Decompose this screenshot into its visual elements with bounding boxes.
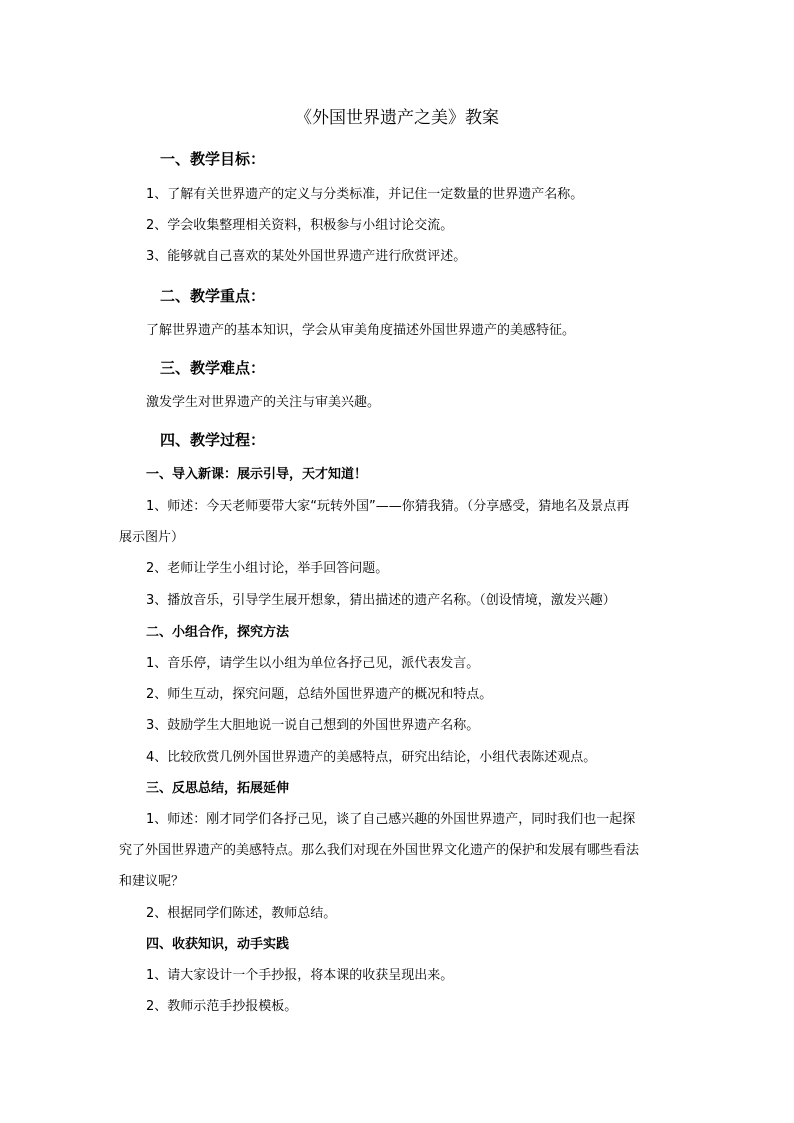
goal-item: 2、学会收集整理相关资料，积极参与小组讨论交流。 <box>146 218 454 233</box>
step1-line: 2、老师让学生小组讨论，举手回答问题。 <box>146 561 389 576</box>
step1-heading: 一、导入新课：展示引导，天才知道！ <box>146 467 368 482</box>
step2-line: 4、比较欣赏几例外国世界遗产的美感特点，研究出结论，小组代表陈述观点。 <box>146 750 597 765</box>
process-heading: 四、教学过程： <box>160 431 266 449</box>
step4-heading: 四、收获知识，动手实践 <box>146 937 290 952</box>
step1-line: 3、播放音乐，引导学生展开想象，猜出描述的遗产名称。（创设情境，激发兴趣） <box>146 593 616 608</box>
goals-heading: 一、教学目标： <box>160 150 266 168</box>
difficulties-heading: 三、教学难点： <box>160 359 266 377</box>
step3-heading: 三、反思总结，拓展延伸 <box>146 781 290 796</box>
difficulties-text: 激发学生对世界遗产的关注与审美兴趣。 <box>146 395 381 410</box>
step4-line: 2、教师示范手抄报模板。 <box>146 999 298 1014</box>
goal-item: 1、了解有关世界遗产的定义与分类标准，并记住一定数量的世界遗产名称。 <box>146 187 584 202</box>
step3-line: 1、师述：刚才同学们各抒己见，谈了自己感兴趣的外国世界遗产，同时我们也一起探 <box>146 812 636 827</box>
step4-line: 1、请大家设计一个手抄报，将本课的收获呈现出来。 <box>146 968 454 983</box>
step2-line: 2、师生互动，探究问题，总结外国世界遗产的概况和特点。 <box>146 687 493 702</box>
key-points-heading: 二、教学重点： <box>160 287 266 305</box>
step3-line: 2、根据同学们陈述，教师总结。 <box>146 906 337 921</box>
goal-item: 3、能够就自己喜欢的某处外国世界遗产进行欣赏评述。 <box>146 249 467 264</box>
step1-line: 展示图片） <box>119 530 185 545</box>
step1-line: 1、师述：今天老师要带大家“玩转外国”——你猜我猜。（分享感受，猜地名及景点再 <box>146 499 630 514</box>
step3-line: 究了外国世界遗产的美感特点。那么我们对现在外国世界文化遗产的保护和发展有哪些看法 <box>119 843 640 858</box>
document-title: 《外国世界遗产之美》教案 <box>295 108 499 128</box>
step3-line: 和建议呢？ <box>119 874 185 889</box>
step2-heading: 二、小组合作，探究方法 <box>146 625 290 640</box>
step2-line: 1、音乐停，请学生以小组为单位各抒己见，派代表发言。 <box>146 656 480 671</box>
step2-line: 3、鼓励学生大胆地说一说自己想到的外国世界遗产名称。 <box>146 718 480 733</box>
key-points-text: 了解世界遗产的基本知识，学会从审美角度描述外国世界遗产的美感特征。 <box>146 323 576 338</box>
